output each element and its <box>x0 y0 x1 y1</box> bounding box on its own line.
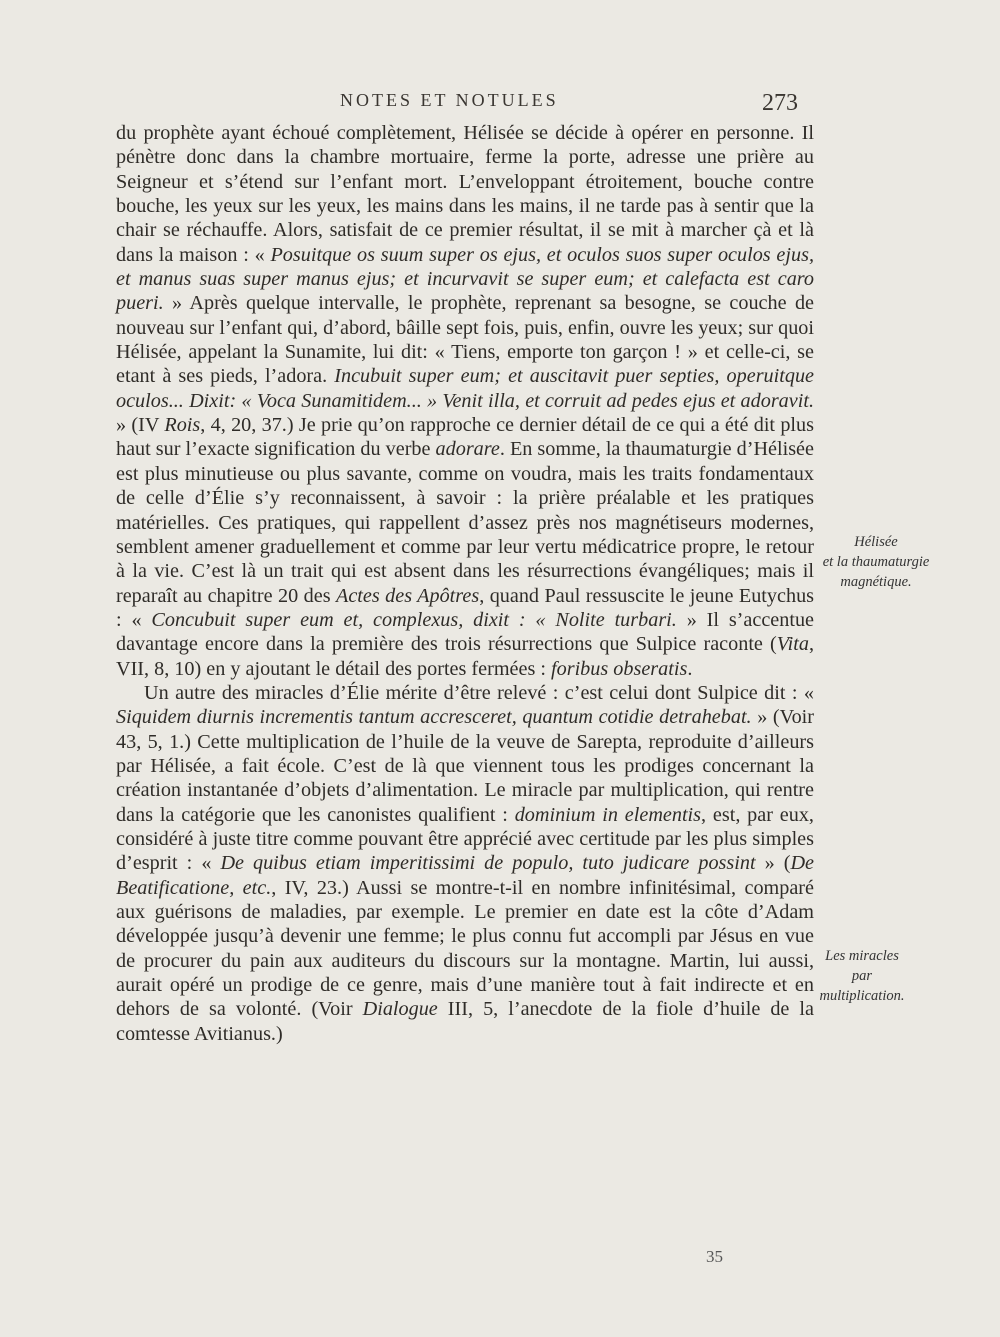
text-run: du prophète ayant échoué complètement, Hélisée se décide à opérer en personne. Il pénètre donc dans la chambre mortuaire, ferme la porte, adresse une prière au Seigneur et s’étend sur l’enfant mort. L’enveloppant étroitement, bouche contre bouche, les yeux sur les yeux, les mains dans les mains, il ne tarde pas à sentir que la chair se réchauffe. Alors, satisfait de ce premier résultat, il se mit à marcher çà et là dans la maison : « <box>116 122 814 266</box>
italic-run: Actes des Apôtres <box>336 584 480 607</box>
text-run: . <box>687 657 693 680</box>
text-run: » (Voir 43, 5, 1.) Cette multiplication de l’huile de la veuve de Sarepta, reproduite d’ailleurs par Hélisée, a fait école. C’est de là que viennent tous les prodiges concernant la création instantanée d’objets d’alimentation. Le miracle par multiplication, qui rentre dans la catégorie que les canonistes qualifient : <box>116 706 814 826</box>
margin-note-line: par <box>851 968 873 984</box>
text-run: , 4, 20, 37.) Je prie qu’on rapproche ce dernier détail de ce qui a été dit plus haut sur l’exacte signification du verbe <box>116 414 814 461</box>
italic-run: Rois <box>164 414 201 437</box>
text-run: , IV, 23.) Aussi se montre-t-il en nombre infinitésimal, comparé aux guérisons de maladies, par exemple. Le premier en date est la côte d’Adam développée jusqu’à devenir une femme; le plus connu fut accompli par Jésus en vue de procurer du pain aux auditeurs du discours sur la montagne. Martin, lui aussi, aurait opéré un prodige de ce genre, mais d’une manière tout à fait indirecte et en dehors de sa volonté. (Voir <box>116 876 814 1021</box>
signature-mark: 35 <box>706 1247 723 1266</box>
text-run: III, 5, l’anecdote de la fiole d’huile de la comtesse Avitianus.) <box>116 998 814 1045</box>
paragraph-1 <box>116 121 814 681</box>
text-run: . En somme, la thaumaturgie d’Hélisée est plus minutieuse ou plus savante, comme on voudra, mais les traits fondamentaux de celle d’Élie s’y reconnaissent, à savoir : la prière préalable et les pratiques matérielles. Ces pratiques, qui rappellent d’assez près nos magnétiseurs modernes, semblent amener graduellement et comme par leur vertu médicatrice propre, le retour à la vie. C’est là un trait qui est absent dans les résurrections évangéliques; mais il reparaît au chapitre 20 des <box>116 438 814 607</box>
text-run: , quand Paul ressuscite le jeune Eutychus : « <box>116 584 815 631</box>
margin-note-line: magnétique. <box>840 574 912 590</box>
margin-note-line: Hélisée <box>854 534 898 550</box>
italic-run: Vita <box>776 633 809 656</box>
italic-run: Dialogue <box>362 998 438 1021</box>
text-run: , VII, 8, 10) en y ajoutant le détail des portes fermées : <box>116 633 814 680</box>
italic-run: foribus obseratis <box>551 657 688 680</box>
italic-run: Incubuit super eum; et auscitavit puer septies, operuitque oculos... Dixit: « Voca Sunamitidem... » Venit illa, et corruit ad pedes ejus et adoravit. <box>116 365 815 412</box>
margin-note-line: multiplication. <box>819 988 905 1004</box>
margin-note-helisee <box>806 532 946 592</box>
italic-run: Siquidem diurnis incrementis tantum accresceret, quantum cotidie detrahebat. <box>116 706 752 729</box>
text-run: » Après quelque intervalle, le prophète, reprenant sa besogne, se couche de nouveau sur l’enfant qui, d’abord, bâille sept fois, puis, enfin, ouvre les yeux; sur quoi Hélisée, appelant la Sunamite, lui dit: « Tiens, emporte ton garçon ! » et celle-ci, se etant à ses pieds, l’adora. <box>116 292 814 388</box>
text-run: , est, par eux, considéré à juste titre comme pouvant être apprécié avec certitude par les plus simples d’esprit : « <box>116 803 814 875</box>
text-run: » Il s’accentue davantage encore dans la première des trois résurrections que Sulpice raconte ( <box>116 608 814 656</box>
italic-run: adorare <box>435 438 500 461</box>
margin-note-line: et la thaumaturgie <box>822 554 930 570</box>
text-run: » (IV <box>116 414 165 437</box>
text-run: » ( <box>755 852 791 875</box>
italic-run: Concubuit super eum et, complexus, dixit : « Nolite turbari. <box>151 608 677 631</box>
text-run: Un autre des miracles d’Élie mérite d’être relevé : c’est celui dont Sulpice dit : « <box>144 681 814 704</box>
italic-run: De quibus etiam imperitissimi de populo, tuto judicare possint <box>220 852 756 875</box>
running-title: NOTES ET NOTULES <box>340 90 559 110</box>
italic-run: dominium in elementis <box>514 803 702 826</box>
paragraph-2 <box>116 681 814 1046</box>
margin-note-line: Les miracles <box>825 948 899 964</box>
italic-run: Posuitque os suum super os ejus, et oculos suos super oculos ejus, et manus suas super manus ejus; et incurvavit se super eum; et calefacta est caro pueri. <box>116 243 814 315</box>
margin-note-miracles <box>806 946 918 1006</box>
italic-run: De Beatificatione, etc. <box>116 852 814 899</box>
body-text <box>116 121 814 1046</box>
page-number: 273 <box>762 90 798 116</box>
